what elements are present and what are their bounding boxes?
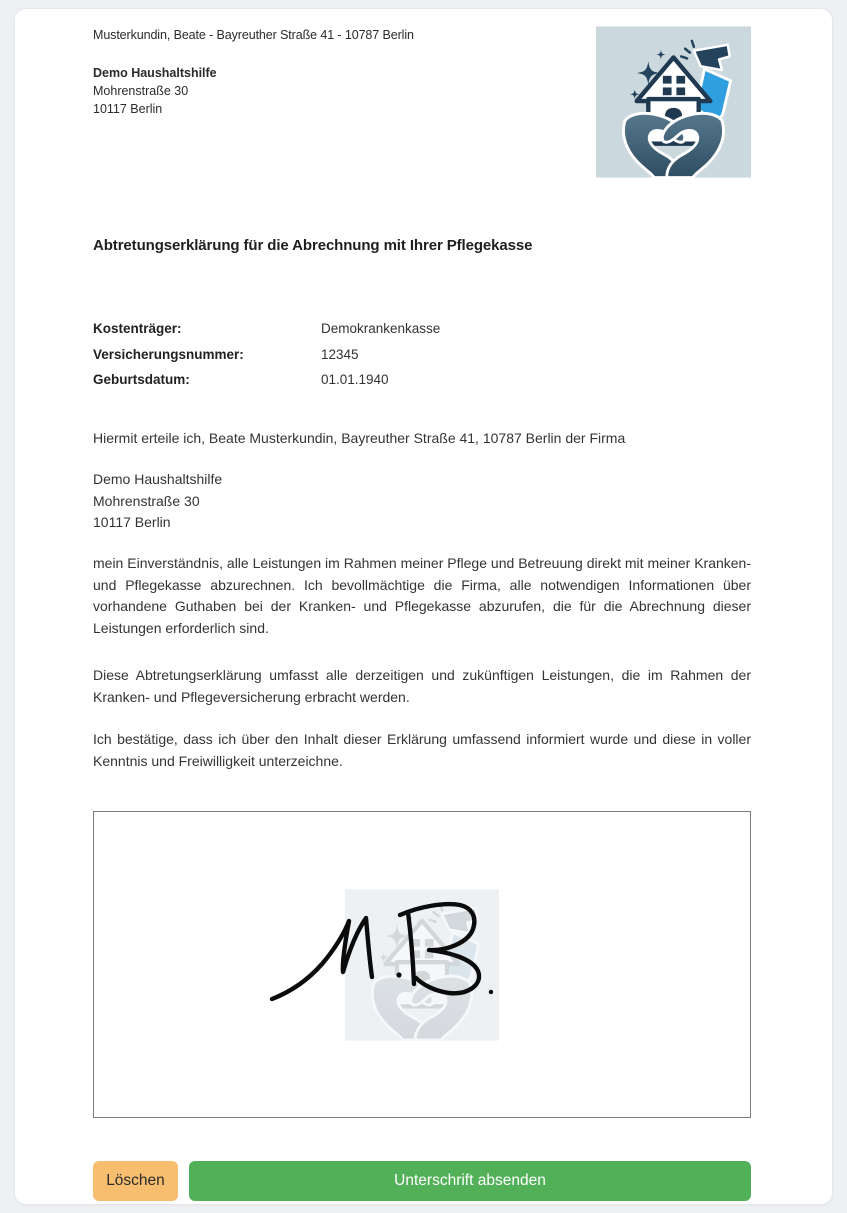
company-street-line: Mohrenstraße 30 <box>93 492 200 509</box>
detail-value: Demokrankenkasse <box>321 321 441 336</box>
scope-paragraph: Diese Abtretungserklärung umfasst alle derzeitigen und zukünftigen Leistungen, die im Rahmen der Kranken- und Pflegeversicherung erbracht werden. <box>93 667 751 705</box>
sender-name: Demo Haushaltshilfe <box>93 66 217 80</box>
company-name-line: Demo Haushaltshilfe <box>93 471 223 487</box>
company-address-block <box>93 469 751 534</box>
detail-row-kostentraeger <box>93 321 751 347</box>
submit-signature-button[interactable]: Unterschrift absenden <box>189 1161 751 1201</box>
detail-row-versicherungsnummer <box>93 347 751 373</box>
details-table <box>93 321 751 398</box>
consent-paragraph: mein Einverständnis, alle Leistungen im Rahmen meiner Pflege und Betreuung direkt mit meiner Kranken- und Pflegekasse abzurechnen. Ich bevollmächtige die Firma, alle notwendigen Informationen über vorhandene Guthaben bei der Kranken- und Pflegekasse abzurufen, die für die Abrechnung dieser Leistungen erforderlich sind. <box>93 555 751 636</box>
sender-city: 10117 Berlin <box>93 102 163 116</box>
detail-label: Kostenträger: <box>93 321 182 336</box>
reference-line: Musterkundin, Beate - Bayreuther Straße 41 - 10787 Berlin <box>93 28 414 42</box>
document-title: Abtretungserklärung für die Abrechnung mit Ihrer Pflegekasse <box>93 237 533 254</box>
detail-row-geburtsdatum <box>93 372 751 398</box>
cleaning-service-logo-icon <box>596 26 751 178</box>
detail-value: 12345 <box>321 346 359 362</box>
confirmation-paragraph: Ich bestätige, dass ich über den Inhalt dieser Erklärung umfassend informiert wurde und diese in voller Kenntnis und Freiwilligkeit unterzeichne. <box>93 731 751 769</box>
company-city-line: 10117 Berlin <box>93 514 171 530</box>
intro-paragraph: Hiermit erteile ich, Beate Musterkundin, Bayreuther Straße 41, 10787 Berlin der Firma <box>93 430 626 446</box>
sender-block <box>93 64 217 118</box>
detail-label: Versicherungsnummer: <box>93 346 244 362</box>
signature-pad[interactable] <box>93 811 751 1118</box>
detail-label: Geburtsdatum: <box>93 372 190 387</box>
detail-value: 01.01.1940 <box>321 372 389 387</box>
action-bar <box>93 1161 751 1201</box>
delete-button[interactable]: Löschen <box>93 1161 178 1201</box>
signature-watermark-logo-icon <box>345 889 499 1041</box>
sender-street: Mohrenstraße 30 <box>93 84 189 98</box>
document-card <box>14 8 833 1205</box>
